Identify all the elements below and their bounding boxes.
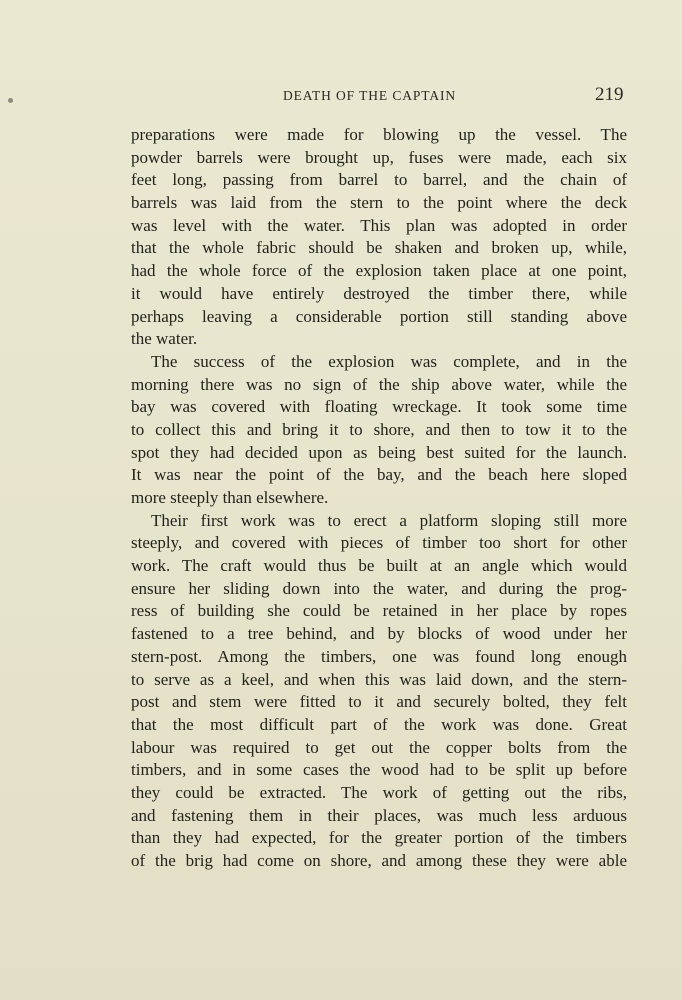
text-line: timbers, and in some cases the wood had to be split up before bbox=[131, 760, 627, 780]
text-line: was level with the water. This plan was adopted in order bbox=[131, 215, 627, 235]
text-line: steeply, and covered with pieces of timber too short for other bbox=[131, 533, 627, 553]
text-line: feet long, passing from barrel to barrel, and the chain of bbox=[131, 170, 627, 190]
text-line: labour was required to get out the copper bolts from the bbox=[131, 737, 627, 757]
text-line: to serve as a keel, and when this was laid down, and the stern- bbox=[131, 669, 627, 689]
running-head bbox=[0, 86, 682, 108]
text-line: had the whole force of the explosion taken place at one point, bbox=[131, 261, 627, 281]
text-line: preparations were made for blowing up the vessel. The bbox=[131, 125, 627, 144]
text-line: ress of building she could be retained in her place by ropes bbox=[131, 601, 627, 621]
paragraph-end-line: more steeply than elsewhere. bbox=[131, 488, 329, 507]
text-line: that the most difficult part of the work was done. Great bbox=[131, 714, 627, 734]
text-line: spot they had decided upon as being best suited for the launch. bbox=[131, 442, 627, 462]
text-line: it would have entirely destroyed the timber there, while bbox=[131, 283, 627, 303]
page-number: 219 bbox=[595, 84, 624, 105]
text-line: ensure her sliding down into the water, and during the prog- bbox=[131, 578, 627, 598]
text-line: that the whole fabric should be shaken and broken up, while, bbox=[131, 238, 627, 258]
text-line: It was near the point of the bay, and the beach here sloped bbox=[131, 465, 627, 485]
paragraph-start-line: Their first work was to erect a platform sloping still more bbox=[151, 510, 627, 530]
text-line: powder barrels were brought up, fuses were made, each six bbox=[131, 147, 627, 167]
text-line: they could be extracted. The work of getting out the ribs, bbox=[131, 782, 627, 802]
running-title: DEATH OF THE CAPTAIN bbox=[283, 88, 457, 103]
body-text bbox=[131, 124, 627, 873]
text-line: perhaps leaving a considerable portion still standing above bbox=[131, 306, 627, 326]
text-line: work. The craft would thus be built at an angle which would bbox=[131, 556, 627, 576]
text-line: to collect this and bring it to shore, and then to tow it to the bbox=[131, 419, 627, 439]
text-line: and fastening them in their places, was much less arduous bbox=[131, 805, 627, 825]
text-line: morning there was no sign of the ship above water, while the bbox=[131, 374, 627, 394]
text-line: bay was covered with floating wreckage. It took some time bbox=[131, 397, 627, 417]
text-line: barrels was laid from the stern to the point where the deck bbox=[131, 193, 627, 213]
paragraph-end-line: the water. bbox=[131, 329, 198, 349]
text-line: post and stem were fitted to it and securely bolted, they felt bbox=[131, 692, 627, 712]
text-line: stern-post. Among the timbers, one was found long enough bbox=[131, 646, 627, 666]
paragraph-start-line: The success of the explosion was complete, and in the bbox=[151, 351, 627, 371]
text-line: fastened to a tree behind, and by blocks of wood under her bbox=[131, 624, 627, 644]
text-line: of the brig had come on shore, and among these they were able bbox=[131, 851, 627, 870]
text-line: than they had expected, for the greater portion of the timbers bbox=[131, 828, 627, 848]
